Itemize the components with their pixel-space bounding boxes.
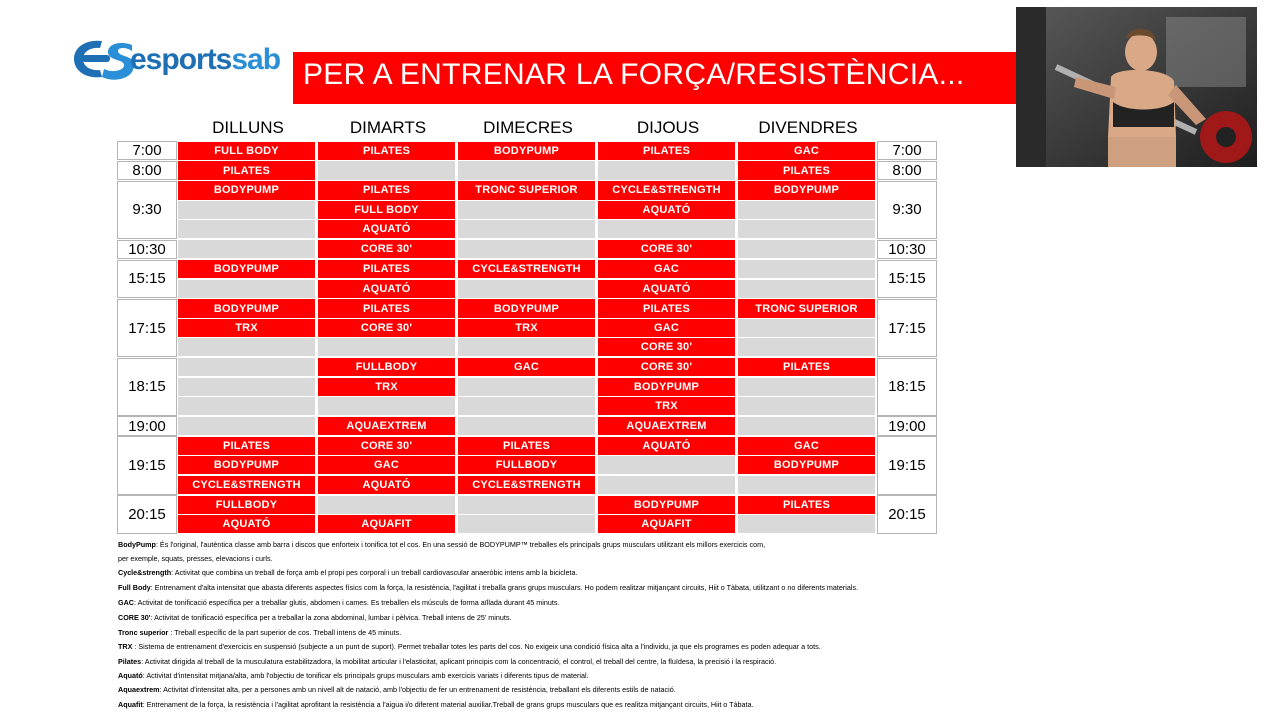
logo-mark-icon bbox=[72, 37, 134, 81]
empty-slot bbox=[458, 417, 595, 435]
legend-line bbox=[118, 671, 589, 680]
legend-description: : Entrenament de la força, la resistència i l'agilitat aprofitant la resistència a l'aigua i/o diferent material auxiliar.Treball de grans grups musculars que es realitza mitjançant circuits, Hiit o Tàbata. bbox=[142, 700, 754, 709]
time-label-right: 10:30 bbox=[877, 240, 937, 259]
legend-term: Aquaextrem bbox=[118, 685, 160, 694]
class-slot[interactable]: PILATES bbox=[738, 161, 875, 179]
empty-slot bbox=[458, 496, 595, 514]
empty-slot bbox=[458, 515, 595, 533]
legend-description: : Activitat de tonificació específica per a treballar glutis, abdomen i cames. Es treballen els músculs de forma aïllada durant 45 minuts. bbox=[133, 598, 560, 607]
legend-term: Aquafit bbox=[118, 700, 143, 709]
empty-slot bbox=[318, 397, 455, 415]
class-slot[interactable]: CORE 30' bbox=[318, 240, 455, 258]
time-label-right: 8:00 bbox=[877, 161, 937, 180]
empty-slot bbox=[458, 378, 595, 396]
empty-slot bbox=[458, 201, 595, 219]
time-label-left: 19:00 bbox=[117, 416, 177, 435]
class-slot[interactable]: TRX bbox=[598, 397, 735, 415]
class-slot[interactable]: TRX bbox=[458, 319, 595, 337]
class-slot[interactable]: AQUAEXTREM bbox=[318, 417, 455, 435]
empty-slot bbox=[738, 476, 875, 494]
time-label-right: 17:15 bbox=[877, 299, 937, 357]
class-slot[interactable]: GAC bbox=[458, 358, 595, 376]
class-slot[interactable]: AQUATÓ bbox=[178, 515, 315, 533]
legend-description: : És l'original, l'autèntica classe amb barra i discos que enforteix i tonifica tot el cos. En una sessió de BODYPUMP™ treballes els principals grups musculars utilitzant els millors exercicis com, bbox=[155, 540, 766, 549]
empty-slot bbox=[458, 161, 595, 179]
legend-term: BodyPump bbox=[118, 540, 156, 549]
empty-slot bbox=[738, 417, 875, 435]
empty-slot bbox=[178, 358, 315, 376]
time-label-left: 7:00 bbox=[117, 141, 177, 160]
empty-slot bbox=[178, 378, 315, 396]
legend-description: : Sistema de entrenament d'exercicis en suspensió (subjecte a un punt de suport). Permet treballar totes les parts del cos. No exigeix una condició física alta a l'individu, ja que els programes es poden adequar a tots. bbox=[132, 642, 821, 651]
legend-description: : Entrenament d'alta intensitat que abasta diferents aspectes físics com la força, la resistència, l'agilitat i treballa grans grups musculars. Ho podem realitzar mitjançant circuits, Hiit o Tàbata, utilitzant o no diferents materials. bbox=[150, 583, 859, 592]
class-slot[interactable]: GAC bbox=[318, 456, 455, 474]
class-slot[interactable]: PILATES bbox=[598, 299, 735, 317]
time-label-left: 20:15 bbox=[117, 495, 177, 534]
class-slot[interactable]: AQUAFIT bbox=[598, 515, 735, 533]
empty-slot bbox=[598, 476, 735, 494]
class-slot[interactable]: AQUAFIT bbox=[318, 515, 455, 533]
esportssab-logo bbox=[72, 37, 281, 83]
class-slot[interactable]: CYCLE&STRENGTH bbox=[178, 476, 315, 494]
empty-slot bbox=[598, 220, 735, 238]
empty-slot bbox=[318, 338, 455, 356]
empty-slot bbox=[738, 378, 875, 396]
empty-slot bbox=[178, 397, 315, 415]
legend-line bbox=[118, 540, 765, 549]
class-slot[interactable]: TRX bbox=[178, 319, 315, 337]
legend-description: : Activitat d'intensitat mitjana/alta, amb l'objectiu de tonificar els principals grups musculars amb exercicis variats i diferents tipus de material. bbox=[142, 671, 589, 680]
class-slot[interactable]: GAC bbox=[598, 319, 735, 337]
legend-line bbox=[118, 642, 821, 651]
schedule-table bbox=[117, 141, 937, 531]
class-slot[interactable]: PILATES bbox=[318, 181, 455, 199]
time-label-left: 8:00 bbox=[117, 161, 177, 180]
legend-description: : Treball específic de la part superior de cos. Treball intens de 45 minuts. bbox=[168, 628, 402, 637]
empty-slot bbox=[458, 280, 595, 298]
time-label-right: 9:30 bbox=[877, 181, 937, 239]
empty-slot bbox=[738, 515, 875, 533]
empty-slot bbox=[318, 161, 455, 179]
class-slot[interactable]: BODYPUMP bbox=[738, 456, 875, 474]
legend-term: GAC bbox=[118, 598, 134, 607]
class-slot[interactable]: FULLBODY bbox=[178, 496, 315, 514]
class-slot[interactable]: CORE 30' bbox=[598, 358, 735, 376]
day-header: DIMECRES bbox=[483, 118, 573, 137]
day-header: DIMARTS bbox=[349, 118, 427, 137]
class-slot[interactable]: BODYPUMP bbox=[178, 456, 315, 474]
time-label-right: 19:00 bbox=[877, 416, 937, 435]
legend-line bbox=[118, 583, 858, 592]
empty-slot bbox=[738, 319, 875, 337]
empty-slot bbox=[458, 240, 595, 258]
class-slot[interactable]: AQUAEXTREM bbox=[598, 417, 735, 435]
empty-slot bbox=[738, 201, 875, 219]
class-slot[interactable]: GAC bbox=[738, 142, 875, 160]
time-label-left: 9:30 bbox=[117, 181, 177, 239]
page-title: PER A ENTRENAR LA FORÇA/RESISTÈNCIA... bbox=[303, 58, 965, 91]
class-slot[interactable]: PILATES bbox=[178, 161, 315, 179]
class-slot[interactable]: AQUATÓ bbox=[598, 201, 735, 219]
class-slot[interactable]: AQUATÓ bbox=[318, 280, 455, 298]
class-slot[interactable]: FULLBODY bbox=[318, 358, 455, 376]
legend-line bbox=[118, 554, 273, 563]
athlete-photo bbox=[1016, 7, 1257, 167]
empty-slot bbox=[458, 338, 595, 356]
class-slot[interactable]: GAC bbox=[738, 437, 875, 455]
class-slot[interactable]: PILATES bbox=[318, 142, 455, 160]
time-label-right: 20:15 bbox=[877, 495, 937, 534]
class-slot[interactable]: PILATES bbox=[178, 437, 315, 455]
photo-image bbox=[1016, 7, 1257, 167]
class-slot[interactable]: TRX bbox=[318, 378, 455, 396]
day-header: DIJOUS bbox=[636, 118, 700, 137]
day-header: DILLUNS bbox=[212, 118, 284, 137]
class-slot[interactable]: PILATES bbox=[318, 299, 455, 317]
empty-slot bbox=[738, 240, 875, 258]
logo-wordmark: esportssab bbox=[130, 43, 281, 76]
time-label-left: 15:15 bbox=[117, 260, 177, 299]
empty-slot bbox=[598, 161, 735, 179]
empty-slot bbox=[178, 201, 315, 219]
legend-description: : Activitat de tonificació específica per a treballar la zona abdominal, lumbar i pèlvica. Treball intens de 25' minuts. bbox=[150, 613, 512, 622]
class-slot[interactable]: CYCLE&STRENGTH bbox=[458, 476, 595, 494]
title-banner bbox=[293, 52, 1016, 104]
class-slot[interactable]: BODYPUMP bbox=[458, 142, 595, 160]
time-label-right: 7:00 bbox=[877, 141, 937, 160]
class-slot[interactable]: AQUATÓ bbox=[318, 220, 455, 238]
legend-term: Cycle&strength bbox=[118, 568, 172, 577]
class-slot[interactable]: BODYPUMP bbox=[598, 496, 735, 514]
class-slot[interactable]: FULLBODY bbox=[458, 456, 595, 474]
legend-term: TRX bbox=[118, 642, 133, 651]
class-slot[interactable]: AQUATÓ bbox=[598, 437, 735, 455]
empty-slot bbox=[458, 397, 595, 415]
legend-line bbox=[118, 700, 754, 709]
legend-description: : Activitat d'intensitat alta, per a persones amb un nivell alt de natació, amb l'objectiu de fer un entrenament de resistència, treballant els diferents estils de natació. bbox=[159, 685, 676, 694]
class-slot[interactable]: BODYPUMP bbox=[598, 378, 735, 396]
class-slot[interactable]: PILATES bbox=[738, 496, 875, 514]
time-label-left: 10:30 bbox=[117, 240, 177, 259]
class-slot[interactable]: AQUATÓ bbox=[598, 280, 735, 298]
legend-line bbox=[118, 628, 401, 637]
empty-slot bbox=[738, 397, 875, 415]
class-slot[interactable]: PILATES bbox=[458, 437, 595, 455]
legend-line bbox=[118, 598, 559, 607]
class-slot[interactable]: PILATES bbox=[598, 142, 735, 160]
class-slot[interactable]: AQUATÓ bbox=[318, 476, 455, 494]
legend-term: Aquató bbox=[118, 671, 143, 680]
legend-description: : Activitat dirigida al treball de la musculatura estabilitzadora, la mobilitat articular i l'elasticitat, aplicant principis com la concentració, el control, el treball del centre, la fluïdesa, la precisió i la respiració. bbox=[141, 657, 777, 666]
class-slot[interactable]: CORE 30' bbox=[598, 240, 735, 258]
empty-slot bbox=[178, 220, 315, 238]
class-slot[interactable]: PILATES bbox=[738, 358, 875, 376]
empty-slot bbox=[178, 240, 315, 258]
class-slot[interactable]: PILATES bbox=[318, 260, 455, 278]
class-slot[interactable]: TRONC SUPERIOR bbox=[738, 299, 875, 317]
empty-slot bbox=[738, 220, 875, 238]
legend-line bbox=[118, 568, 577, 577]
empty-slot bbox=[178, 417, 315, 435]
time-label-left: 17:15 bbox=[117, 299, 177, 357]
class-slot[interactable]: CYCLE&STRENGTH bbox=[458, 260, 595, 278]
class-slot[interactable]: BODYPUMP bbox=[178, 181, 315, 199]
time-label-left: 18:15 bbox=[117, 358, 177, 416]
legend-description: per exemple, squats, presses, elevacions i curls. bbox=[118, 554, 273, 563]
class-slot[interactable]: FULL BODY bbox=[318, 201, 455, 219]
class-slot[interactable]: CYCLE&STRENGTH bbox=[598, 181, 735, 199]
legend-term: Full Body bbox=[118, 583, 151, 592]
legend-line bbox=[118, 657, 776, 666]
empty-slot bbox=[318, 496, 455, 514]
class-slot[interactable]: FULL BODY bbox=[178, 142, 315, 160]
class-slot[interactable]: BODYPUMP bbox=[178, 260, 315, 278]
empty-slot bbox=[178, 280, 315, 298]
class-slot[interactable]: BODYPUMP bbox=[458, 299, 595, 317]
class-slot[interactable]: GAC bbox=[598, 260, 735, 278]
empty-slot bbox=[738, 338, 875, 356]
empty-slot bbox=[178, 338, 315, 356]
legend-line bbox=[118, 613, 511, 622]
empty-slot bbox=[738, 280, 875, 298]
time-label-right: 15:15 bbox=[877, 260, 937, 299]
time-label-right: 18:15 bbox=[877, 358, 937, 416]
empty-slot bbox=[738, 260, 875, 278]
legend-term: CORE 30' bbox=[118, 613, 151, 622]
class-slot[interactable]: CORE 30' bbox=[318, 437, 455, 455]
time-label-right: 19:15 bbox=[877, 436, 937, 494]
class-slot[interactable]: CORE 30' bbox=[318, 319, 455, 337]
legend-term: Pilates bbox=[118, 657, 142, 666]
class-slot[interactable]: CORE 30' bbox=[598, 338, 735, 356]
empty-slot bbox=[598, 456, 735, 474]
empty-slot bbox=[458, 220, 595, 238]
legend-description: : Activitat que combina un treball de força amb el propi pes corporal i un treball cardiovascular anaeròbic intens amb la bicicleta. bbox=[171, 568, 578, 577]
class-slot[interactable]: BODYPUMP bbox=[178, 299, 315, 317]
legend-term: Tronc superior bbox=[118, 628, 169, 637]
class-slot[interactable]: BODYPUMP bbox=[738, 181, 875, 199]
day-header: DIVENDRES bbox=[758, 118, 858, 137]
time-label-left: 19:15 bbox=[117, 436, 177, 494]
legend-line bbox=[118, 685, 676, 694]
class-slot[interactable]: TRONC SUPERIOR bbox=[458, 181, 595, 199]
